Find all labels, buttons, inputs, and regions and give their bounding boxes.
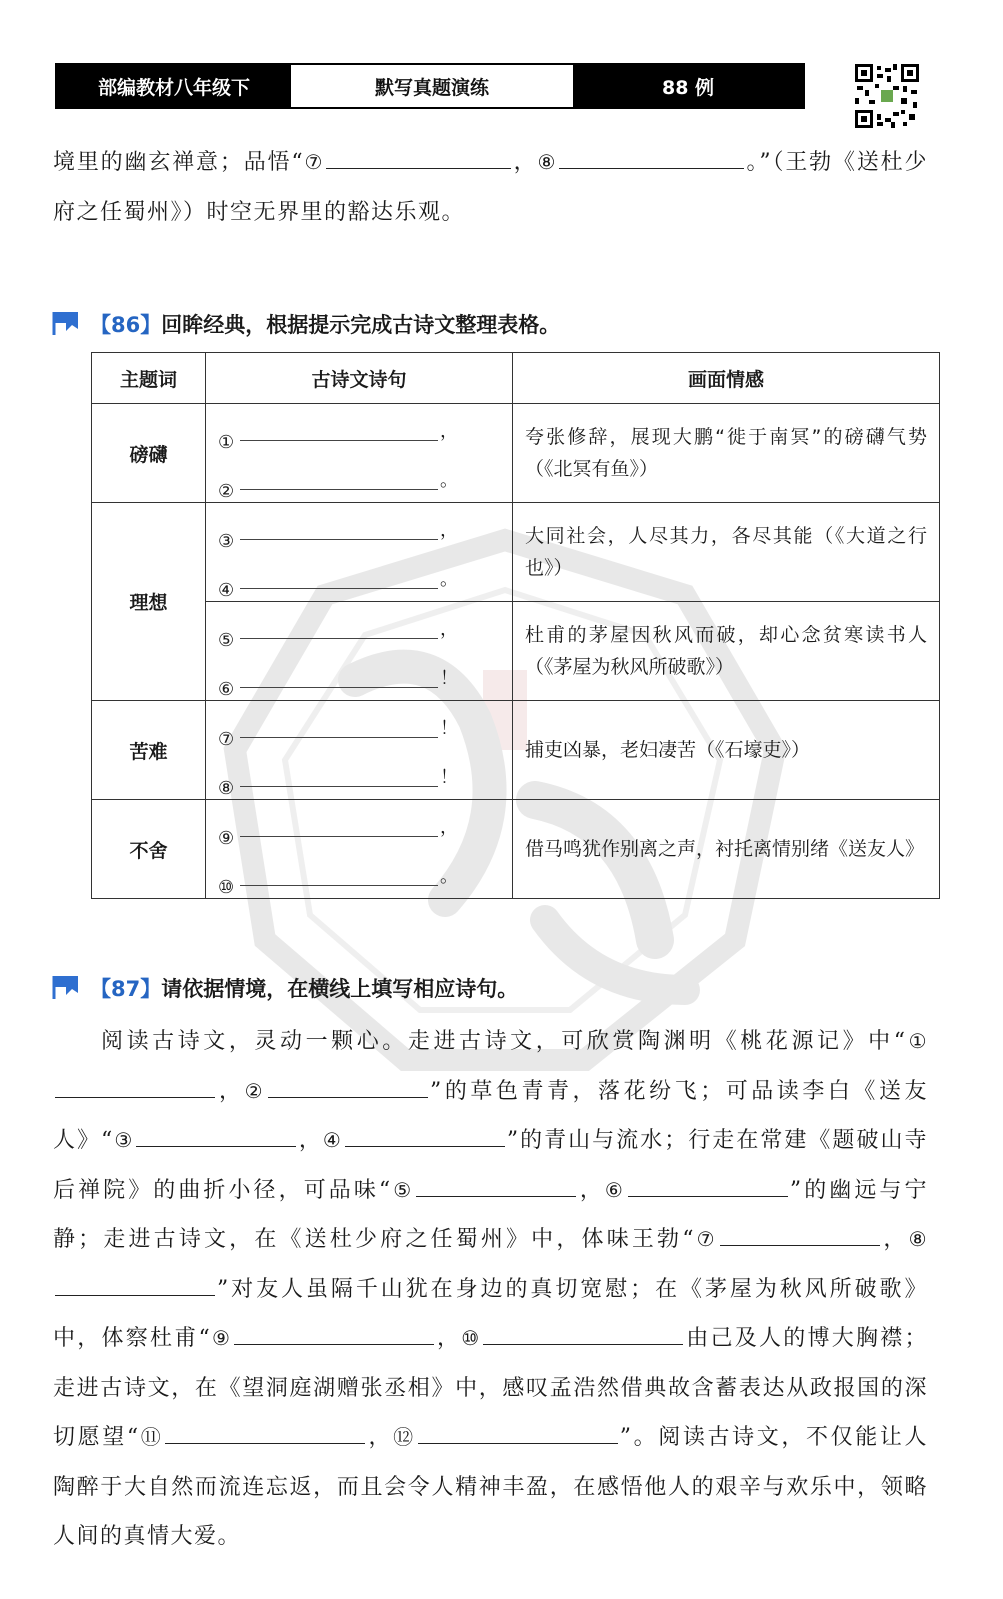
punctuation: 。 [440, 470, 458, 491]
bookmark-flag-icon [52, 309, 82, 339]
section-87-title: 请依据情境，在横线上填写相应诗句。 [161, 977, 519, 1001]
punctuation: 。 [440, 866, 458, 887]
blank-line[interactable] [326, 146, 511, 169]
table-row [92, 404, 940, 503]
blank-number: ⑪ [139, 1425, 164, 1449]
intro-text-3: 。”（王勃《送杜少府之任蜀州》）时空无界里的豁达乐观。 [53, 150, 929, 225]
blank-number: ① [218, 432, 235, 453]
blank-line[interactable] [418, 1421, 618, 1444]
table-row [92, 602, 940, 701]
punctuation: ， [440, 421, 458, 442]
emotion-cell: 借马鸣犹作别离之声，衬托离情别绪《送友人》 [513, 800, 940, 899]
emotion-cell: 杜甫的茅屋因秋风而破，却心念贫寒读书人（《茅屋为秋风所破歌》） [513, 602, 940, 701]
bookmark-flag-icon [52, 973, 82, 1003]
blank-number: ⑦ [304, 150, 325, 174]
blank-number: ⑦ [694, 1227, 718, 1251]
blank-line[interactable] [55, 1075, 215, 1098]
passage-text: ”的草色青青，落花纷飞；可品读李白《送友人》“ [53, 1078, 928, 1153]
poem-cell [206, 503, 513, 602]
passage-text: 由己及人的博大胸襟；走进古诗文，在《望洞庭湖赠张丞相》中，感叹孟浩然借典故含蓄表达从政报国的深切愿望“ [53, 1326, 928, 1450]
page-header [55, 63, 805, 109]
blank-line[interactable] [240, 566, 438, 589]
blank-number: ⑤ [391, 1177, 415, 1202]
header-section-title: 默写真题演练 [291, 65, 573, 107]
punctuation: ！ [440, 767, 458, 788]
blank-line[interactable] [345, 1124, 505, 1147]
blank-line[interactable] [240, 715, 438, 738]
poetry-table [91, 352, 940, 899]
theme-cell: 理想 [92, 503, 206, 701]
blank-number: ⑫ [393, 1425, 416, 1449]
qr-code-icon [853, 62, 921, 130]
blank-number: ③ [113, 1128, 135, 1152]
blank-number: ① [906, 1029, 929, 1053]
blank-number: ⑥ [604, 1177, 626, 1202]
punctuation: ， [440, 619, 458, 640]
header-count: 88 例 [573, 65, 803, 107]
theme-cell: 磅礴 [92, 404, 206, 503]
blank-line[interactable] [240, 517, 438, 540]
passage-text: ”。阅读古诗文，不仅能让人陶醉于大自然而流连忘返，而且会令人精神丰盈，在感悟他人的艰辛与欢乐中，领略人间的真情大爱。 [53, 1425, 928, 1549]
blank-line[interactable] [240, 418, 438, 441]
passage-text: ， [367, 1425, 394, 1450]
section-87-tag: 【87】 [90, 977, 162, 1001]
punctuation: ！ [440, 718, 458, 739]
emotion-cell: 夸张修辞，展现大鹏“徙于南冥”的磅礴气势（《北冥有鱼》） [513, 404, 940, 503]
col-header-emotion: 画面情感 [513, 353, 940, 404]
intro-text-2: ， [513, 150, 538, 175]
poem-cell [206, 701, 513, 800]
passage-text: ， [578, 1177, 605, 1203]
blank-line[interactable] [240, 616, 438, 639]
blank-line[interactable] [240, 814, 438, 837]
blank-line[interactable] [165, 1421, 365, 1444]
blank-number: ⑧ [537, 150, 558, 174]
blank-line[interactable] [234, 1322, 434, 1345]
passage-text: ”对友人虽隔千山犹在身边的真切宽慰；在《茅屋为秋风所破歌》中，体察杜甫“ [53, 1276, 928, 1351]
punctuation: ， [440, 520, 458, 541]
blank-line[interactable] [628, 1174, 788, 1197]
section-86-title: 回眸经典，根据提示完成古诗文整理表格。 [161, 313, 561, 337]
poem-cell [206, 800, 513, 899]
blank-line[interactable] [55, 1273, 215, 1296]
blank-number: ③ [218, 531, 235, 552]
emotion-cell: 大同社会，人尽其力，各尽其能（《大道之行也》） [513, 503, 940, 602]
blank-number: ⑥ [218, 679, 235, 700]
table-row [92, 800, 940, 899]
punctuation: 。 [440, 569, 458, 590]
blank-line[interactable] [720, 1223, 880, 1246]
theme-cell: 苦难 [92, 701, 206, 800]
table-header-row [92, 353, 940, 404]
passage-text: ， [881, 1227, 909, 1252]
table-row [92, 503, 940, 602]
blank-number: ⑦ [218, 729, 235, 750]
blank-line[interactable] [268, 1075, 428, 1098]
theme-cell: 不舍 [92, 800, 206, 899]
section-86-heading [52, 306, 560, 342]
blank-number: ④ [218, 580, 235, 601]
blank-line[interactable] [240, 764, 438, 787]
table-row [92, 701, 940, 800]
punctuation: ， [440, 817, 458, 838]
blank-number: ⑧ [218, 778, 235, 799]
poem-cell [206, 602, 513, 701]
intro-text-1: 境里的幽玄禅意；品悟“ [53, 150, 305, 175]
passage-text: ， [217, 1078, 245, 1104]
blank-number: ⑨ [218, 828, 235, 849]
blank-line[interactable] [483, 1322, 683, 1345]
blank-number: ⑩ [218, 877, 235, 898]
passage-text: 阅读古诗文，灵动一颗心。走进古诗文，可欣赏陶渊明《桃花源记》中“ [101, 1029, 907, 1054]
col-header-theme: 主题词 [92, 353, 206, 404]
passage-text: ， [298, 1128, 323, 1153]
poem-cell [206, 404, 513, 503]
emotion-cell: 捕吏凶暴，老妇凄苦（《石壕吏》） [513, 701, 940, 800]
section-86-tag: 【86】 [90, 313, 162, 337]
blank-number: ② [218, 481, 235, 502]
blank-line[interactable] [240, 467, 438, 490]
intro-paragraph [53, 138, 928, 237]
blank-number: ⑧ [908, 1227, 928, 1251]
blank-line[interactable] [416, 1174, 576, 1197]
blank-line[interactable] [240, 665, 438, 688]
header-book-title: 部编教材八年级下 [57, 65, 291, 107]
blank-line[interactable] [136, 1124, 296, 1147]
blank-number: ⑨ [211, 1326, 233, 1350]
blank-line[interactable] [559, 146, 744, 169]
blank-number: ⑤ [218, 630, 235, 651]
punctuation: ！ [440, 668, 458, 689]
blank-number: ④ [322, 1128, 343, 1152]
section-87-heading [52, 970, 518, 1006]
col-header-poem: 古诗文诗句 [206, 353, 513, 404]
blank-line[interactable] [240, 863, 438, 886]
passage-paragraph [53, 1017, 928, 1562]
passage-text: ， [436, 1326, 462, 1351]
blank-number: ② [244, 1078, 267, 1103]
blank-number: ⑩ [461, 1326, 482, 1350]
passage-text: ”的幽远与宁静；走进古诗文，在《送杜少府之任蜀州》中，体味王勃“ [53, 1177, 928, 1252]
passage-text: ”的青山与流水；行走在常建《题破山寺后禅院》的曲折小径，可品味“ [53, 1128, 929, 1203]
